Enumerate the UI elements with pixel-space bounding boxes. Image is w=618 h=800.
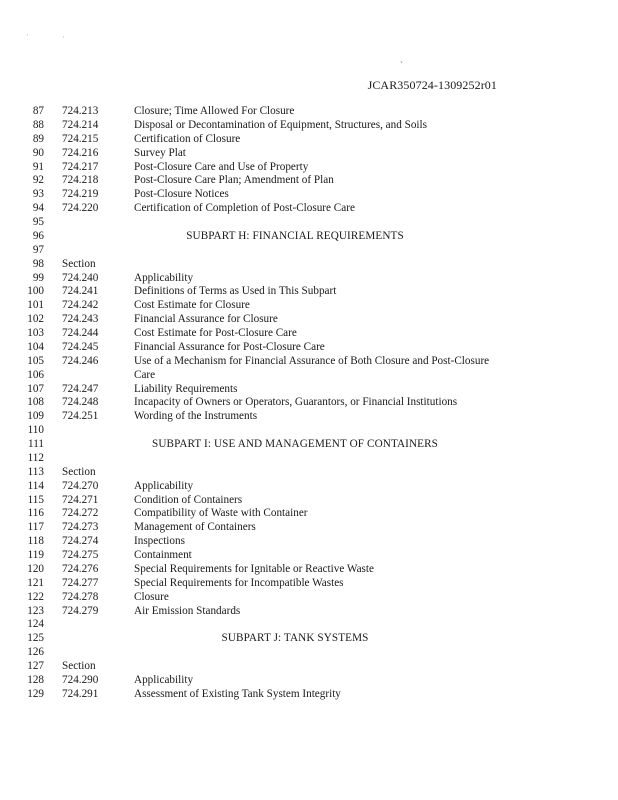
section-number: 724.218 [62,174,99,187]
toc-line [0,161,618,175]
toc-line [0,452,618,466]
toc-line [0,244,618,258]
section-number: 724.251 [62,410,99,423]
line-number: 122 [27,590,44,603]
line-number: 120 [27,562,44,575]
section-title: Cost Estimate for Closure [134,299,250,312]
line-number: 96 [32,229,44,242]
section-label: Section [62,660,96,672]
subpart-heading: SUBPART I: USE AND MANAGEMENT OF CONTAINERS [152,438,438,450]
line-number: 99 [32,271,44,284]
toc-line [0,313,618,327]
line-number: 104 [27,340,44,353]
toc-line [0,688,618,702]
toc-line [0,549,618,563]
subpart-heading: SUBPART J: TANK SYSTEMS [221,632,369,645]
section-number: 724.217 [62,160,99,173]
toc-line [0,424,618,438]
section-number: 724.273 [62,521,99,534]
toc-line [0,605,618,619]
section-title: Financial Assurance for Closure [134,313,278,326]
toc-line [0,174,618,188]
line-number: 110 [27,424,44,437]
section-number: 724.241 [62,285,99,298]
numbered-lines [0,105,618,702]
section-title: Disposal or Decontamination of Equipment, Structures, and Soils [134,118,428,131]
section-label: Section [62,465,96,478]
toc-line [0,285,618,299]
toc-line [0,383,618,397]
section-title: Survey Plat [134,146,186,159]
section-title: Liability Requirements [134,382,238,395]
line-number: 113 [27,465,44,478]
section-number: 724.244 [62,327,99,339]
toc-line [0,591,618,605]
section-number: 724.245 [62,340,99,353]
section-number: 724.220 [62,202,99,215]
section-number: 724.279 [62,604,99,617]
section-number: 724.276 [62,562,99,575]
toc-line [0,272,618,286]
section-title: Closure [134,590,169,603]
section-number: 724.290 [62,673,99,686]
section-title: Definitions of Terms as Used in This Subpart [134,285,337,298]
section-number: 724.247 [62,382,99,395]
section-title: Care [134,368,156,381]
section-title: Post-Closure Notices [134,188,229,201]
toc-line [0,147,618,161]
section-title: Applicability [134,673,194,686]
line-number: 129 [27,687,44,700]
scan-speck: · [26,30,29,40]
scan-speck: ˋ [400,60,403,70]
section-title: Closure; Time Allowed For Closure [134,105,295,117]
line-number: 91 [32,160,44,173]
line-number: 108 [27,396,44,409]
section-title: Applicability [134,479,194,492]
line-number: 124 [27,618,44,631]
line-number: 94 [32,202,44,215]
toc-line [0,563,618,577]
toc-line [0,299,618,313]
line-number: 100 [27,285,44,298]
line-number: 107 [27,382,44,395]
section-title: Financial Assurance for Post-Closure Care [134,340,325,353]
line-number: 88 [32,118,44,131]
line-number: 101 [27,299,44,312]
section-number: 724.278 [62,590,99,603]
section-number: 724.242 [62,299,99,312]
toc-line [0,507,618,521]
section-title: Special Requirements for Ignitable or Reactive Waste [134,562,374,575]
section-label: Section [62,257,96,270]
section-number: 724.243 [62,313,99,326]
toc-line [0,480,618,494]
toc-line [0,521,618,535]
line-number: 98 [32,257,44,270]
line-number: 111 [28,438,44,450]
toc-line [0,341,618,355]
subpart-heading-line [0,230,618,244]
section-title: Certification of Closure [134,132,241,145]
line-number: 117 [27,521,44,534]
section-number: 724.274 [62,535,99,548]
line-number: 97 [32,243,44,256]
line-number: 95 [32,216,44,228]
toc-line [0,674,618,688]
line-number: 126 [27,646,44,659]
section-title: Certification of Completion of Post-Closure Care [134,202,355,215]
section-title: Post-Closure Care Plan; Amendment of Plan [134,174,334,187]
section-title: Air Emission Standards [134,604,241,617]
toc-line [0,618,618,632]
section-number: 724.277 [62,576,99,589]
line-number: 127 [27,660,44,672]
toc-line [0,258,618,272]
toc-line [0,216,618,230]
line-number: 114 [27,479,44,492]
section-title: Management of Containers [134,521,256,534]
toc-line [0,119,618,133]
toc-line [0,410,618,424]
line-number: 115 [27,493,44,506]
toc-line [0,535,618,549]
line-number: 105 [27,354,44,367]
section-number: 724.270 [62,479,99,492]
subpart-heading-line [0,438,618,452]
line-number: 103 [27,327,44,339]
toc-line [0,466,618,480]
section-title: Compatibility of Waste with Container [134,507,308,520]
section-number: 724.219 [62,188,99,201]
section-title: Applicability [134,271,194,284]
toc-line [0,105,618,119]
document-id: JCAR350724-1309252r01 [367,78,497,92]
section-number: 724.213 [62,105,99,117]
toc-line [0,660,618,674]
section-title: Containment [134,549,192,561]
line-number: 128 [27,673,44,686]
section-number: 724.214 [62,118,99,131]
toc-line [0,646,618,660]
section-number: 724.275 [62,549,99,561]
line-number: 125 [27,632,44,645]
toc-line [0,355,618,369]
line-number: 112 [27,451,44,464]
section-number: 724.240 [62,271,99,284]
line-number: 118 [27,535,44,548]
toc-line [0,396,618,410]
line-number: 87 [32,105,44,117]
section-number: 724.216 [62,146,99,159]
section-number: 724.215 [62,132,99,145]
line-number: 92 [32,174,44,187]
section-title: Special Requirements for Incompatible Wastes [134,576,344,589]
section-title: Post-Closure Care and Use of Property [134,160,309,173]
toc-line [0,188,618,202]
line-number: 116 [27,507,44,520]
section-number: 724.248 [62,396,99,409]
line-number: 119 [27,549,44,561]
line-number: 106 [27,368,44,381]
subpart-heading-line [0,632,618,646]
toc-line [0,577,618,591]
section-number: 724.272 [62,507,99,520]
subpart-heading: SUBPART H: FINANCIAL REQUIREMENTS [186,229,404,242]
line-number: 90 [32,146,44,159]
section-title: Assessment of Existing Tank System Integrity [134,687,341,700]
section-title: Use of a Mechanism for Financial Assurance of Both Closure and Post-Closure [134,354,490,367]
section-title: Cost Estimate for Post-Closure Care [134,327,297,339]
line-number: 102 [27,313,44,326]
section-number: 724.291 [62,687,99,700]
line-number: 121 [27,576,44,589]
line-number: 93 [32,188,44,201]
section-number: 724.271 [62,493,99,506]
toc-line [0,133,618,147]
line-number: 123 [27,604,44,617]
section-title: Wording of the Instruments [134,410,258,423]
toc-line [0,202,618,216]
section-title: Inspections [134,535,185,548]
line-number: 109 [27,410,44,423]
toc-line [0,494,618,508]
section-title: Condition of Containers [134,493,243,506]
toc-line [0,369,618,383]
section-title: Incapacity of Owners or Operators, Guarantors, or Financial Institutions [134,396,458,409]
toc-line [0,327,618,341]
section-number: 724.246 [62,354,99,367]
line-number: 89 [32,132,44,145]
scan-speck: · [62,32,65,42]
